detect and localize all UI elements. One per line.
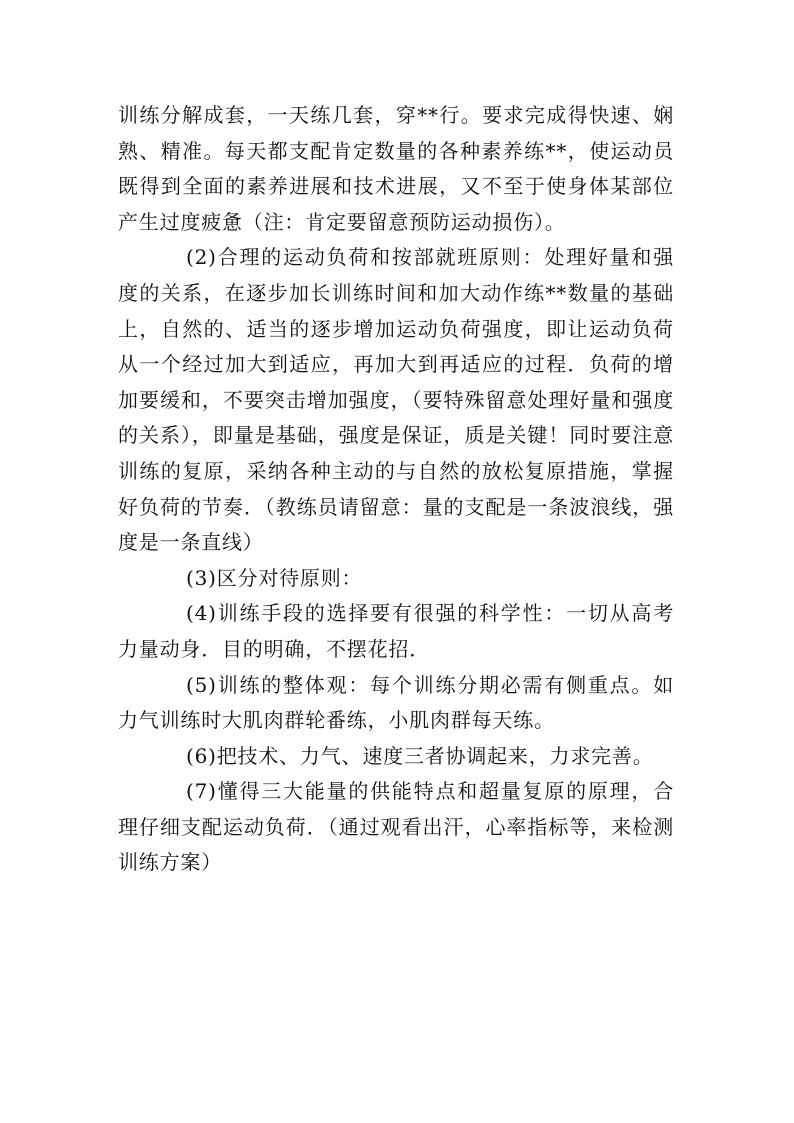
paragraph-principle-2: (2)合理的运动负荷和按部就班原则：处理好量和强度的关系，在逐步加长训练时间和加大动作练**数量的基础上，自然的、适当的逐步增加运动负荷强度，即让运动负荷从一个经过加大到适应，再加大到再适应的过程．负荷的增加要缓和，不要突击增加强度，（要特殊留意处理好量和强度的关系），即量是基础，强度是保证，质是关键！同时要注意训练的复原，采纳各种主动的与自然的放松复原措施，掌握好负荷的节奏．（教练员请留意：量的支配是一条波浪线，强度是一条直线） xyxy=(118,245,674,555)
document-body xyxy=(118,98,674,881)
paragraph-principle-4: (4)训练手段的选择要有很强的科学性：一切从高考力量动身．目的明确，不摆花招． xyxy=(118,601,674,661)
paragraph-principle-5: (5)训练的整体观：每个训练分期必需有侧重点。如力气训练时大肌肉群轮番练，小肌肉群每天练。 xyxy=(118,672,674,733)
paragraph-principle-6: (6)把技术、力气、速度三者协调起来，力求完善。 xyxy=(186,743,654,768)
paragraph-principle-7: (7)懂得三大能量的供能特点和超量复原的原理，合理仔细支配运动负荷．（通过观看出汗，心率指标等，来检测训练方案） xyxy=(118,779,674,875)
paragraph-principle-3: (3)区分对待原则： xyxy=(186,565,363,590)
paragraph-continued: 训练分解成套，一天练几套，穿**行。要求完成得快速、娴熟、精准。每天都支配肯定数量的各种素养练**，使运动员既得到全面的素养进展和技术进展，又不至于使身体某部位产生过度疲惫（注：肯定要留意预防运动损伤）。 xyxy=(118,103,674,234)
